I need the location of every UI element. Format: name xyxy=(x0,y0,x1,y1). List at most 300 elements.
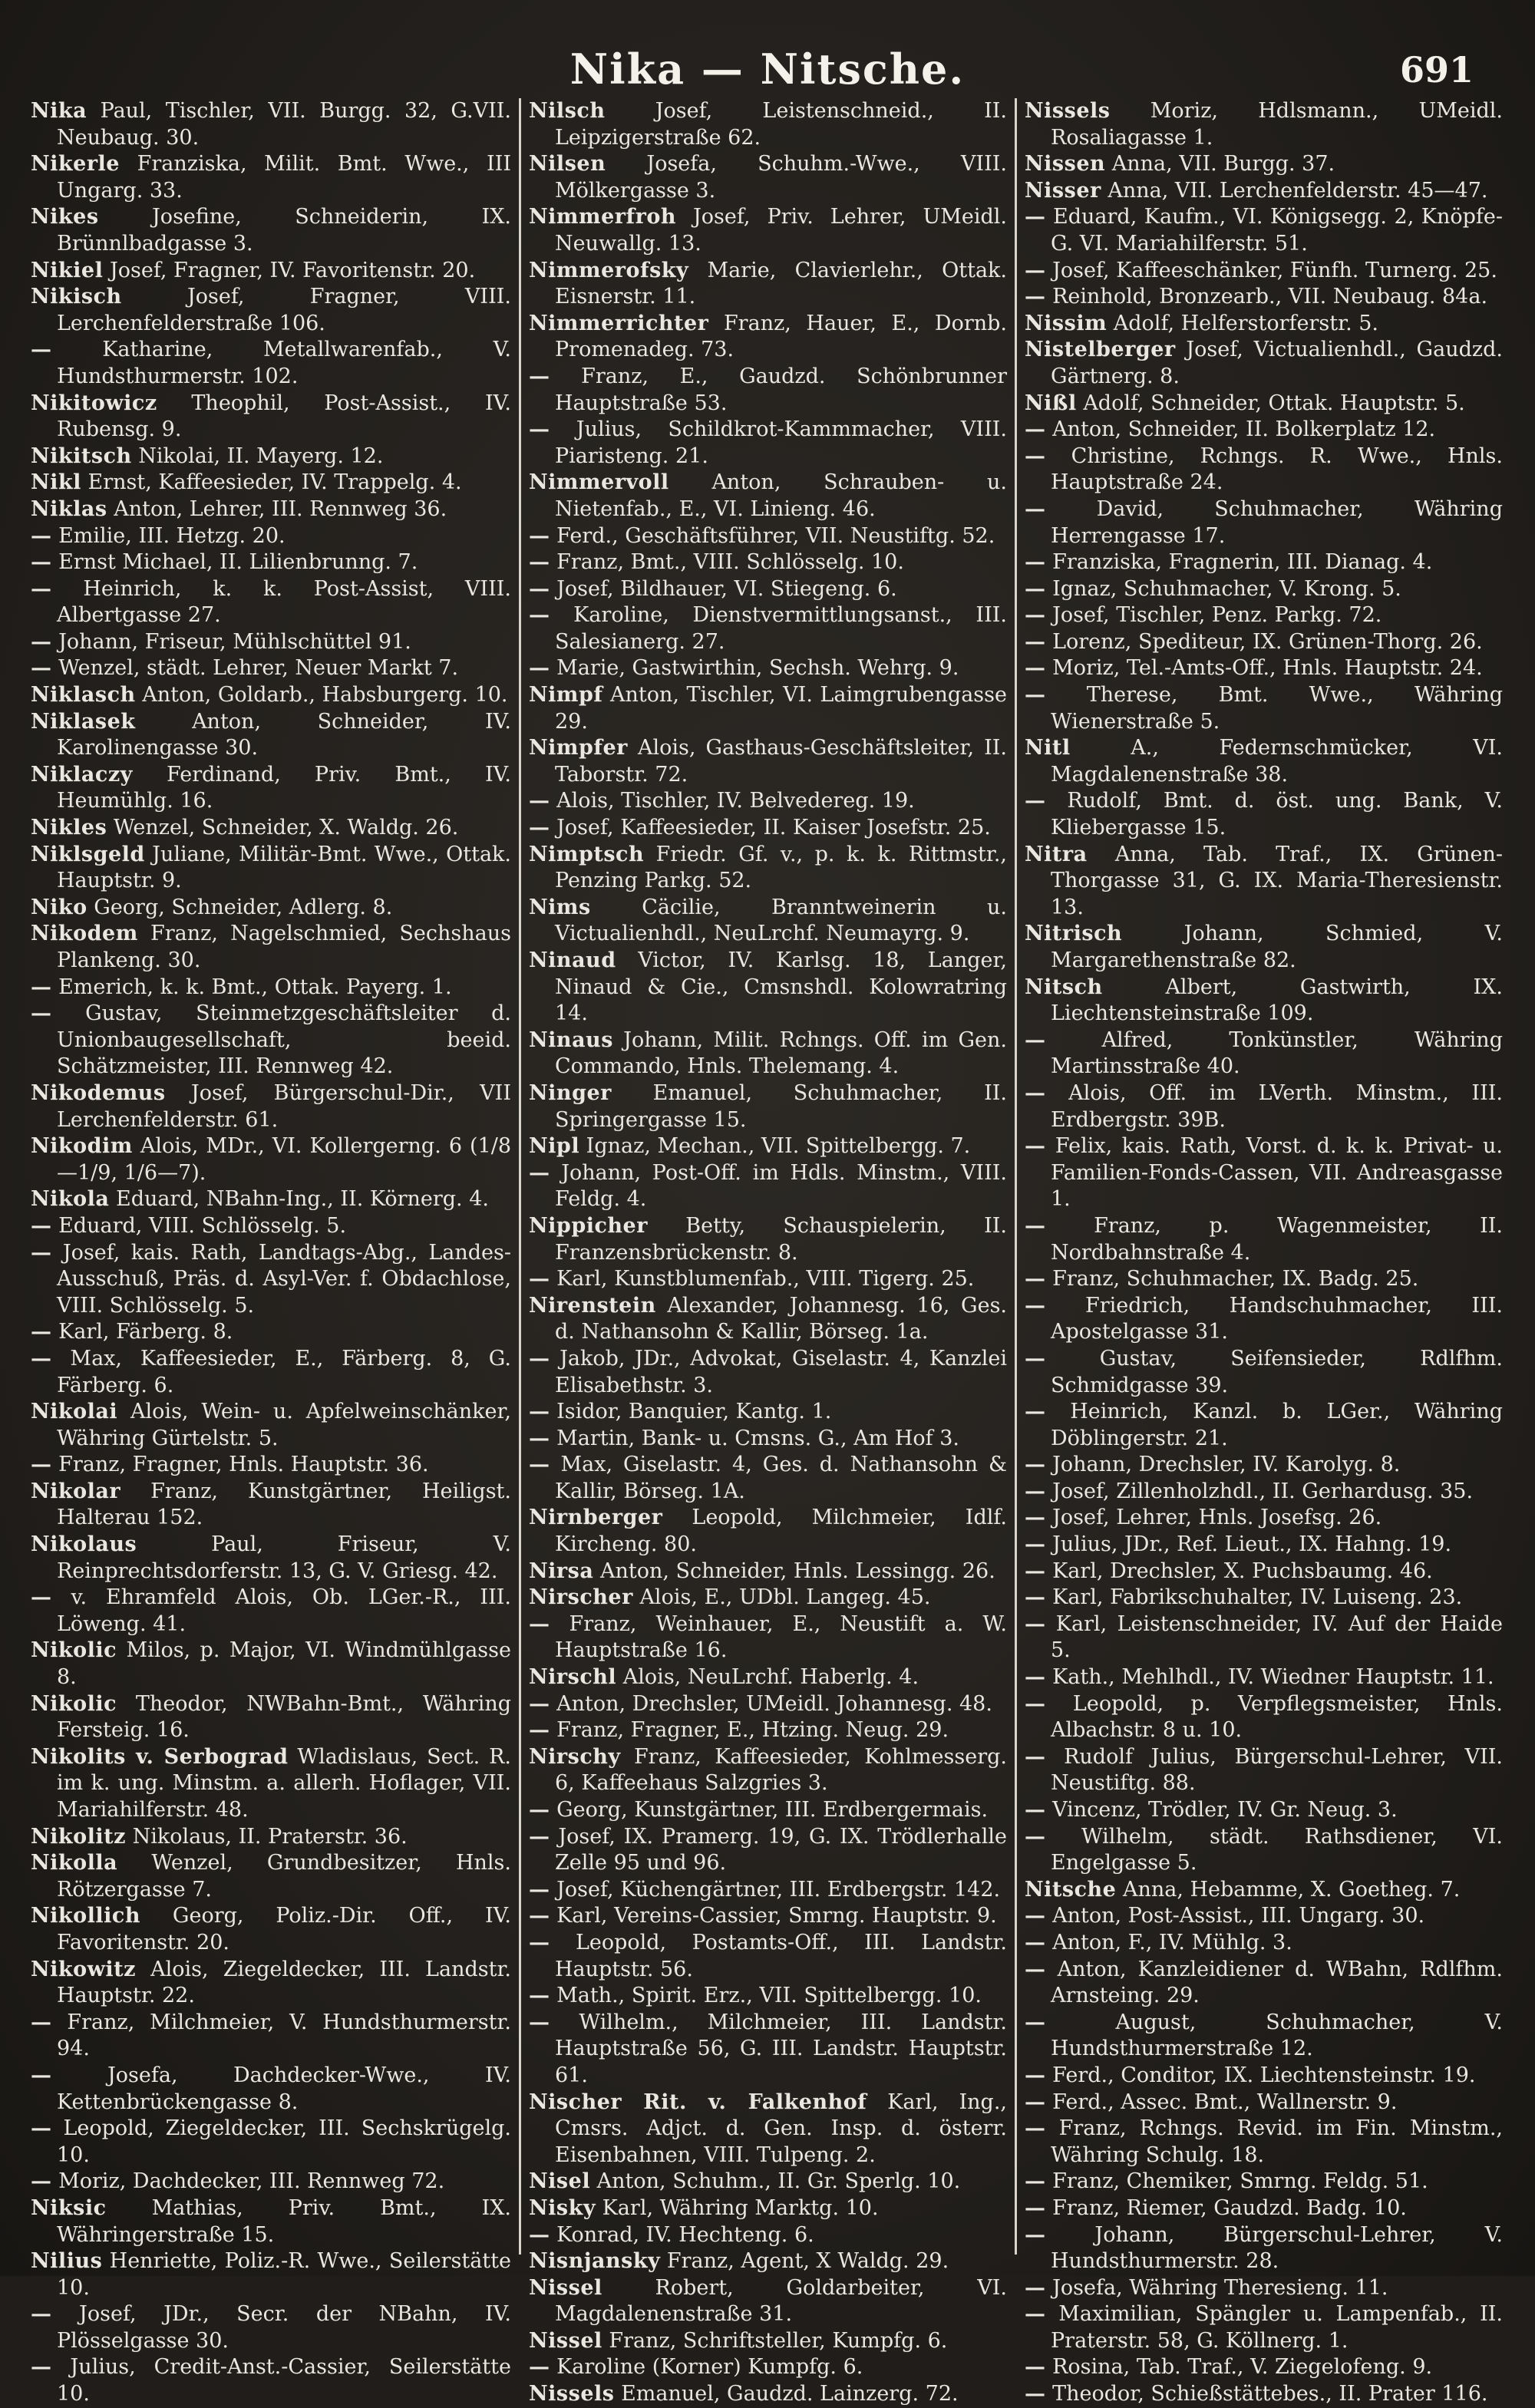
entry-details: Karl, Leistenschneider, IV. Auf der Haide 5. xyxy=(1051,1611,1503,1663)
directory-entry xyxy=(529,311,1007,364)
entry-surname: Nissel xyxy=(529,2328,602,2353)
entry-surname: — xyxy=(529,576,550,601)
entry-details: Karl, Färberg. 8. xyxy=(58,1320,233,1344)
directory-entry xyxy=(529,1559,1007,1585)
entry-details: Franziska, Milit. Bmt. Wwe., III Ungarg. 33. xyxy=(57,152,511,203)
entry-details: Rudolf Julius, Bürgerschul-Lehrer, VII. Neustiftg. 88. xyxy=(1051,1744,1503,1796)
directory-entry xyxy=(529,948,1007,1028)
entry-surname: Nirnberger xyxy=(529,1506,663,1530)
running-title: Nika — Nitsche. xyxy=(569,45,966,94)
entry-surname: — xyxy=(1025,2116,1046,2141)
entry-surname: — xyxy=(1025,2169,1046,2194)
directory-entry xyxy=(31,921,511,974)
entry-surname: — xyxy=(1025,258,1046,282)
entry-details: Anton, F., IV. Mühlg. 3. xyxy=(1052,1930,1292,1954)
directory-entry xyxy=(1025,1532,1503,1559)
entry-surname: — xyxy=(1025,1293,1046,1318)
directory-entry xyxy=(1025,1133,1503,1213)
directory-entry xyxy=(31,1346,511,1399)
entry-details: Franz, Weinhauer, E., Neustift a. W. Hauptstraße 16. xyxy=(555,1611,1007,1663)
entry-details: Milos, p. Major, VI. Windmühlgasse 8. xyxy=(57,1638,511,1690)
entry-surname: Nilsch xyxy=(529,99,606,123)
entry-details: Eduard, VIII. Schlösselg. 5. xyxy=(58,1213,347,1238)
entry-surname: Nirscher xyxy=(529,1585,633,1610)
directory-entry xyxy=(1025,1028,1503,1080)
entry-surname: — xyxy=(529,1984,550,2008)
entry-surname: Nilsen xyxy=(529,152,606,176)
directory-entry xyxy=(529,735,1007,788)
entry-details: Johann, Post-Off. im Hdls. Minstm., VIII. Feldg. 4. xyxy=(555,1160,1007,1212)
entry-details: Franz, p. Wagenmeister, II. Nordbahnstraße 4. xyxy=(1051,1213,1503,1265)
directory-entry xyxy=(529,1691,1007,1718)
entry-surname: — xyxy=(1025,2222,1046,2247)
entry-surname: Nippicher xyxy=(529,1213,648,1238)
entry-surname: — xyxy=(31,1001,52,1026)
entry-surname: — xyxy=(1025,496,1046,521)
entry-surname: — xyxy=(1025,285,1046,309)
entry-surname: Nikolaus xyxy=(31,1532,137,1557)
directory-entry xyxy=(529,1930,1007,1983)
directory-entry xyxy=(529,1744,1007,1797)
entry-details: Leopold, p. Verpflegsmeister, Hnls. Albachstr. 8 u. 10. xyxy=(1051,1691,1503,1743)
entry-details: Karl, Fabrikschuhalter, IV. Luiseng. 23. xyxy=(1052,1585,1463,1610)
entry-details: Karl, Kunstblumenfab., VIII. Tigerg. 25. xyxy=(556,1267,975,1291)
directory-entry xyxy=(31,204,511,257)
entry-surname: Nitsch xyxy=(1025,975,1103,999)
directory-entry xyxy=(31,1850,511,1903)
entry-details: Marie, Gastwirthin, Sechsh. Wehrg. 9. xyxy=(556,656,959,681)
entry-details: Victor, IV. Karlsg. 18, Langer, Ninaud & Cie., Cmsnshdl. Kolowratring 14. xyxy=(555,948,1007,1026)
entry-surname: Niklasch xyxy=(31,683,136,708)
directory-entry xyxy=(31,2195,511,2248)
directory-entry xyxy=(1025,204,1503,257)
entry-details: Julius, JDr., Ref. Lieut., IX. Hahng. 19. xyxy=(1052,1532,1452,1557)
entry-surname: — xyxy=(1025,2195,1046,2220)
page-header xyxy=(0,40,1535,101)
entry-surname: Ninaud xyxy=(529,948,616,972)
entry-surname: — xyxy=(529,550,550,575)
entry-surname: — xyxy=(529,364,550,388)
entry-details: Franz, Fragner, Hnls. Hauptstr. 36. xyxy=(58,1453,429,1477)
entry-surname: — xyxy=(31,1240,52,1265)
directory-entry xyxy=(31,470,511,496)
entry-details: Franz, Rchngs. Revid. im Fin. Minstm., Währing Schulg. 18. xyxy=(1051,2116,1503,2167)
entry-surname: — xyxy=(31,975,52,999)
entry-details: Theodor, Schießstättebes., II. Prater 116. xyxy=(1052,2382,1488,2406)
entry-details: Paul, Tischler, VII. Burgg. 32, G.VII. Neubaug. 30. xyxy=(57,99,511,150)
directory-entry xyxy=(529,1399,1007,1426)
entry-details: Alfred, Tonkünstler, Währing Martinsstraße 40. xyxy=(1051,1028,1503,1079)
directory-entry xyxy=(31,2063,511,2116)
entry-details: Georg, Kunstgärtner, III. Erdbergermais. xyxy=(556,1798,989,1822)
entry-details: Rudolf, Bmt. d. öst. ung. Bank, V. Kliebergasse 15. xyxy=(1051,789,1503,840)
entry-details: Franziska, Fragnerin, III. Dianag. 4. xyxy=(1052,550,1433,575)
entry-surname: — xyxy=(529,1453,550,1477)
entry-details: Kath., Mehlhdl., IV. Wiedner Hauptstr. 11. xyxy=(1052,1665,1494,1690)
entry-details: Anton, Tischler, VI. Laimgrubengasse 29. xyxy=(555,683,1007,734)
directory-entry xyxy=(1025,1399,1503,1452)
directory-entry xyxy=(529,1664,1007,1691)
directory-entry xyxy=(31,98,511,151)
entry-surname: — xyxy=(31,2355,52,2380)
entry-surname: Nikitsch xyxy=(31,444,132,468)
directory-entry xyxy=(31,1213,511,1240)
directory-entry xyxy=(529,1213,1007,1266)
entry-details: Maximilian, Spängler u. Lampenfab., II. Praterstr. 58, G. Köllnerg. 1. xyxy=(1051,2302,1503,2353)
directory-entry xyxy=(31,2354,511,2407)
directory-entry xyxy=(1025,602,1503,629)
directory-entry xyxy=(1025,151,1503,178)
entry-details: Moriz, Dachdecker, III. Rennweg 72. xyxy=(58,2169,445,2194)
directory-entry xyxy=(529,1080,1007,1133)
entry-details: Moriz, Hdlsmann., UMeidl. Rosaliagasse 1. xyxy=(1051,99,1503,150)
directory-entry xyxy=(31,151,511,204)
directory-entry xyxy=(31,258,511,285)
entry-details: Josef, Lehrer, Hnls. Josefsg. 26. xyxy=(1052,1506,1382,1530)
entry-surname: Niklsgeld xyxy=(31,842,145,866)
directory-entry xyxy=(1025,576,1503,603)
directory-entry xyxy=(1025,2090,1503,2116)
directory-entry xyxy=(529,1797,1007,1824)
entry-details: Franz, Fragner, E., Htzing. Neug. 29. xyxy=(556,1718,949,1743)
entry-surname: — xyxy=(31,2063,52,2087)
directory-entry xyxy=(31,1532,511,1585)
directory-entry xyxy=(529,470,1007,523)
entry-details: Josef, Zillenholzhdl., II. Gerhardusg. 35. xyxy=(1052,1479,1474,1503)
directory-entry xyxy=(31,895,511,922)
directory-entry xyxy=(1025,1213,1503,1266)
directory-entry xyxy=(529,1346,1007,1399)
entry-details: Ferd., Assec. Bmt., Wallnerstr. 9. xyxy=(1052,2090,1398,2114)
directory-entry xyxy=(529,549,1007,576)
entry-surname: — xyxy=(1025,1479,1046,1503)
entry-surname: — xyxy=(1025,1453,1046,1477)
entry-details: Anton, Schneider, Hnls. Lessingg. 26. xyxy=(599,1559,995,1583)
entry-details: Ernst Michael, II. Lilienbrunng. 7. xyxy=(58,550,418,575)
directory-entry xyxy=(1025,1346,1503,1399)
directory-entry xyxy=(529,682,1007,735)
entry-surname: Nisel xyxy=(529,2169,591,2194)
entry-surname: — xyxy=(529,1798,550,1822)
directory-entry xyxy=(529,151,1007,204)
entry-details: Anton, Goldarb., Habsburgerg. 10. xyxy=(142,683,508,708)
entry-surname: — xyxy=(1025,417,1046,442)
directory-entry xyxy=(1025,1479,1503,1506)
entry-surname: — xyxy=(1025,1904,1046,1928)
directory-entry xyxy=(1025,444,1503,496)
directory-entry xyxy=(529,895,1007,948)
entry-details: Josefa, Dachdecker-Wwe., IV. Kettenbrückengasse 8. xyxy=(57,2063,511,2114)
directory-entry xyxy=(1025,1585,1503,1611)
entry-details: Wilhelm., Milchmeier, III. Landstr. Hauptstraße 56, G. III. Landstr. Hauptstr. 61. xyxy=(555,2010,1007,2087)
entry-surname: Nikitowicz xyxy=(31,391,157,415)
entry-surname: — xyxy=(1025,1080,1046,1105)
entry-details: Emanuel, Schuhmacher, II. Springergasse 15. xyxy=(555,1080,1007,1132)
directory-entry xyxy=(31,1903,511,1956)
entry-surname: Niklaczy xyxy=(31,762,133,787)
directory-entry xyxy=(1025,549,1503,576)
entry-surname: Nilius xyxy=(31,2249,103,2274)
directory-entry xyxy=(31,1080,511,1133)
directory-entry xyxy=(1025,2301,1503,2354)
directory-entry xyxy=(31,1824,511,1851)
directory-entry xyxy=(31,576,511,629)
entry-details: Heinrich, Kanzl. b. LGer., Währing Döblingerstr. 21. xyxy=(1051,1400,1503,1450)
entry-details: Josefa, Schuhm.-Wwe., VIII. Mölkergasse 3. xyxy=(555,152,1007,203)
entry-details: Marie, Clavierlehr., Ottak. Eisnerstr. 11. xyxy=(555,258,1007,309)
entry-details: Anton, Kanzleidiener d. WBahn, Rdlfhm. Arnsteing. 29. xyxy=(1051,1957,1503,2008)
entry-surname: — xyxy=(1025,1559,1046,1583)
entry-surname: Nipl xyxy=(529,1134,580,1159)
entry-details: Adolf, Helferstorferstr. 5. xyxy=(1113,311,1378,335)
entry-surname: — xyxy=(1025,1824,1046,1849)
entry-details: Alois, NeuLrchf. Haberlg. 4. xyxy=(622,1665,919,1690)
directory-entry xyxy=(529,2169,1007,2195)
entry-surname: — xyxy=(31,576,52,601)
directory-entry xyxy=(31,2010,511,2063)
directory-entry xyxy=(529,576,1007,603)
directory-entry xyxy=(1025,629,1503,656)
directory-entry xyxy=(529,1903,1007,1930)
entry-surname: Nikolitz xyxy=(31,1824,126,1849)
entry-details: Jakob, JDr., Advokat, Giselastr. 4, Kanzlei Elisabethstr. 3. xyxy=(555,1346,1007,1397)
directory-entry xyxy=(529,1266,1007,1293)
entry-surname: — xyxy=(1025,1506,1046,1530)
directory-entry xyxy=(529,1877,1007,1904)
directory-entry xyxy=(1025,417,1503,444)
entry-surname: Niklasek xyxy=(31,709,136,734)
entry-surname: — xyxy=(1025,1611,1046,1636)
entry-surname: — xyxy=(1025,2355,1046,2380)
entry-surname: Nitra xyxy=(1025,842,1088,866)
entry-details: August, Schuhmacher, V. Hundsthurmerstraße 12. xyxy=(1051,2010,1503,2061)
directory-entry xyxy=(31,444,511,470)
directory-entry xyxy=(529,1983,1007,2010)
entry-details: Wladislaus, Sect. R. im k. ung. Minstm. a. allerh. Hoflager, VII. Mariahilferstr. 48. xyxy=(57,1744,511,1822)
directory-entry xyxy=(529,655,1007,682)
directory-entry xyxy=(31,629,511,656)
entry-details: Franz, Milchmeier, V. Hundsthurmerstr. 94. xyxy=(57,2010,511,2061)
entry-surname: — xyxy=(1025,1957,1046,1981)
entry-details: Karl, Drechsler, X. Puchsbaumg. 46. xyxy=(1052,1559,1433,1583)
directory-entry xyxy=(529,788,1007,815)
directory-entry xyxy=(1025,842,1503,922)
directory-entry xyxy=(1025,1611,1503,1664)
directory-entry xyxy=(529,602,1007,655)
entry-details: Alois, Gasthaus-Geschäftsleiter, II. Taborstr. 72. xyxy=(555,736,1007,787)
entry-surname: — xyxy=(31,2116,52,2141)
entry-details: Math., Spirit. Erz., VII. Spittelbergg. 10. xyxy=(556,1984,982,2008)
entry-details: Josef, Priv. Lehrer, UMeidl. Neuwallg. 13. xyxy=(555,205,1007,256)
entry-surname: Ninaus xyxy=(529,1028,613,1052)
directory-entry xyxy=(31,762,511,815)
directory-entry xyxy=(1025,2354,1503,2381)
entry-surname: Nikowitz xyxy=(31,1957,136,1981)
entry-details: Ferdinand, Priv. Bmt., IV. Heumühlg. 16. xyxy=(57,762,511,813)
column-1 xyxy=(23,98,519,2406)
directory-entry xyxy=(1025,178,1503,205)
entry-details: Alexander, Johannesg. 16, Ges. d. Nathansohn & Kallir, Börseg. 1a. xyxy=(555,1293,1008,1344)
entry-details: Alois, Ziegeldecker, III. Landstr. Hauptstr. 22. xyxy=(57,1957,511,2008)
entry-surname: — xyxy=(1025,1346,1046,1371)
directory-entry xyxy=(1025,1691,1503,1744)
entry-details: Franz, Riemer, Gaudzd. Badg. 10. xyxy=(1052,2195,1407,2220)
entry-surname: — xyxy=(31,550,52,575)
directory-entry xyxy=(31,1133,511,1186)
directory-entry xyxy=(31,523,511,550)
entry-surname: Nitrisch xyxy=(1025,922,1123,946)
directory-entry xyxy=(31,1399,511,1452)
entry-surname: Nißl xyxy=(1025,391,1077,415)
entry-details: Juliane, Militär-Bmt. Wwe., Ottak. Hauptstr. 9. xyxy=(57,842,511,893)
entry-details: Max, Giselastr. 4, Ges. d. Nathansohn & Kallir, Börseg. 1A. xyxy=(555,1453,1007,1503)
entry-surname: — xyxy=(1025,1585,1046,1610)
directory-entry xyxy=(529,2195,1007,2222)
directory-entry xyxy=(1025,1452,1503,1479)
entry-surname: — xyxy=(1025,576,1046,601)
entry-surname: — xyxy=(1025,1134,1046,1159)
directory-entry xyxy=(1025,975,1503,1028)
directory-entry xyxy=(31,1319,511,1346)
directory-entry xyxy=(1025,1903,1503,1930)
entry-surname: — xyxy=(529,1160,550,1185)
directory-entry xyxy=(31,2248,511,2301)
entry-surname: Nimptsch xyxy=(529,842,645,866)
entry-details: Franz, E., Gaudzd. Schönbrunner Hauptstraße 53. xyxy=(555,364,1007,415)
entry-details: Emanuel, Gaudzd. Lainzerg. 72. xyxy=(621,2382,959,2406)
directory-entry xyxy=(1025,391,1503,417)
directory-entry xyxy=(31,975,511,1001)
entry-surname: Nimmervoll xyxy=(529,470,669,495)
entry-surname: Nimpf xyxy=(529,683,603,708)
entry-details: Anna, VII. Lerchenfelderstr. 45—47. xyxy=(1108,178,1488,203)
entry-details: Karl, Währing Marktg. 10. xyxy=(602,2195,879,2220)
directory-entry xyxy=(31,1186,511,1213)
entry-surname: Niklas xyxy=(31,496,107,521)
entry-details: Anton, Schneider, II. Bolkerplatz 12. xyxy=(1052,417,1436,442)
entry-details: Johann, Schmied, V. Margarethenstraße 82. xyxy=(1051,922,1503,972)
entry-surname: — xyxy=(1025,683,1046,708)
entry-details: Ernst, Kaffeesieder, IV. Trappelg. 4. xyxy=(87,470,462,495)
directory-entry xyxy=(529,1611,1007,1664)
entry-surname: — xyxy=(1025,2382,1046,2406)
entry-surname: — xyxy=(31,1346,52,1371)
entry-surname: — xyxy=(529,523,550,548)
directory-entry xyxy=(1025,258,1503,285)
entry-details: Ferd., Conditor, IX. Liechtensteinstr. 19. xyxy=(1052,2063,1476,2087)
entry-details: Wilhelm, städt. Rathsdiener, VI. Engelgasse 5. xyxy=(1051,1824,1503,1875)
entry-surname: — xyxy=(1025,789,1046,813)
entry-details: Josefine, Schneiderin, IX. Brünnlbadgasse 3. xyxy=(57,205,511,256)
entry-surname: Nitl xyxy=(1025,736,1071,760)
entry-surname: Nissels xyxy=(529,2382,615,2406)
entry-details: Ferd., Geschäftsführer, VII. Neustiftg. 52. xyxy=(556,523,995,548)
entry-surname: Nirschl xyxy=(529,1665,617,1690)
entry-details: Ignaz, Mechan., VII. Spittelbergg. 7. xyxy=(586,1134,971,1159)
directory-entry xyxy=(529,2010,1007,2090)
entry-details: Emerich, k. k. Bmt., Ottak. Payerg. 1. xyxy=(58,975,452,999)
entry-surname: — xyxy=(529,1930,550,1954)
entry-details: Wenzel, städt. Lehrer, Neuer Markt 7. xyxy=(58,656,459,681)
entry-details: Anton, Schrauben- u. Nietenfab., E., VI. Linieng. 46. xyxy=(555,470,1007,521)
entry-surname: Nikisch xyxy=(31,285,122,309)
directory-entry xyxy=(529,1426,1007,1453)
entry-surname: — xyxy=(31,1453,52,1477)
entry-surname: — xyxy=(529,2010,550,2034)
directory-entry xyxy=(1025,1824,1503,1877)
entry-details: Josef, JDr., Secr. der NBahn, IV. Plösselgasse 30. xyxy=(57,2302,511,2353)
entry-details: Isidor, Banquier, Kantg. 1. xyxy=(556,1400,832,1424)
entry-details: Julius, Schildkrot-Kammmacher, VIII. Piaristeng. 21. xyxy=(555,417,1007,468)
directory-entry xyxy=(529,2275,1007,2328)
entry-surname: — xyxy=(31,1320,52,1344)
entry-details: Josef, IX. Pramerg. 19, G. IX. Trödlerhalle Zelle 95 und 96. xyxy=(555,1824,1007,1875)
entry-surname: Nikl xyxy=(31,470,81,495)
entry-surname: — xyxy=(1025,2302,1046,2327)
entry-details: Josef, Kaffeesieder, II. Kaiser Josefstr. 25. xyxy=(556,816,991,840)
entry-surname: — xyxy=(529,1904,550,1928)
entry-details: Josef, Bürgerschul-Dir., VII Lerchenfelderstr. 61. xyxy=(57,1080,511,1132)
entry-surname: — xyxy=(31,2169,52,2194)
entry-details: Theophil, Post-Assist., IV. Rubensg. 9. xyxy=(57,391,511,442)
directory-entry xyxy=(31,2116,511,2169)
directory-entry xyxy=(31,709,511,762)
directory-entry xyxy=(529,2222,1007,2249)
directory-entry xyxy=(1025,2010,1503,2063)
entry-surname: — xyxy=(529,656,550,681)
entry-surname: Nisnjansky xyxy=(529,2249,661,2274)
entry-surname: — xyxy=(1025,656,1046,681)
directory-entry xyxy=(1025,788,1503,841)
entry-details: Georg, Schneider, Adlerg. 8. xyxy=(94,895,393,919)
entry-details: Moriz, Tel.-Amts-Off., Hnls. Hauptstr. 24. xyxy=(1052,656,1483,681)
directory-entry xyxy=(1025,2275,1503,2302)
directory-entry xyxy=(1025,337,1503,390)
entry-details: Leopold, Postamts-Off., III. Landstr. Hauptstr. 56. xyxy=(555,1930,1007,1981)
directory-entry xyxy=(1025,284,1503,311)
directory-entry xyxy=(31,2301,511,2354)
entry-details: Eduard, Kaufm., VI. Königsegg. 2, Knöpfe-G. VI. Mariahilferstr. 51. xyxy=(1051,205,1503,256)
entry-details: Max, Kaffeesieder, E., Färberg. 8, G. Färberg. 6. xyxy=(57,1346,511,1397)
directory-entry xyxy=(1025,1930,1503,1957)
directory-entry xyxy=(529,2090,1007,2169)
entry-details: Leopold, Ziegeldecker, III. Sechskrügelg. 10. xyxy=(57,2116,511,2167)
directory-entry xyxy=(31,842,511,895)
entry-surname: — xyxy=(1025,1930,1046,1954)
entry-details: Leopold, Milchmeier, Idlf. Kircheng. 80. xyxy=(555,1506,1007,1557)
entry-surname: Nissim xyxy=(1025,311,1108,335)
directory-entry xyxy=(1025,1505,1503,1532)
entry-details: Alois, E., UDbl. Langeg. 45. xyxy=(639,1585,931,1610)
entry-details: Anton, Post-Assist., III. Ungarg. 30. xyxy=(1052,1904,1425,1928)
entry-surname: — xyxy=(529,1400,550,1424)
entry-surname: — xyxy=(1025,1213,1046,1238)
directory-entry xyxy=(31,391,511,444)
entry-surname: — xyxy=(1025,1744,1046,1769)
entry-details: Josefa, Währing Theresieng. 11. xyxy=(1052,2275,1388,2300)
entry-details: Nikolaus, II. Praterstr. 36. xyxy=(132,1824,408,1849)
directory-entry xyxy=(529,2248,1007,2275)
directory-entry xyxy=(1025,2116,1503,2169)
directory-entry xyxy=(31,1452,511,1479)
directory-entry xyxy=(31,1691,511,1744)
entry-surname: — xyxy=(529,417,550,442)
entry-surname: — xyxy=(1025,1028,1046,1052)
directory-entry xyxy=(1025,98,1503,151)
entry-details: Franz, Agent, X Waldg. 29. xyxy=(666,2249,949,2274)
entry-details: Johann, Drechsler, IV. Karolyg. 8. xyxy=(1052,1453,1401,1477)
entry-details: Mathias, Priv. Bmt., IX. Währingerstraße 15. xyxy=(57,2195,511,2247)
